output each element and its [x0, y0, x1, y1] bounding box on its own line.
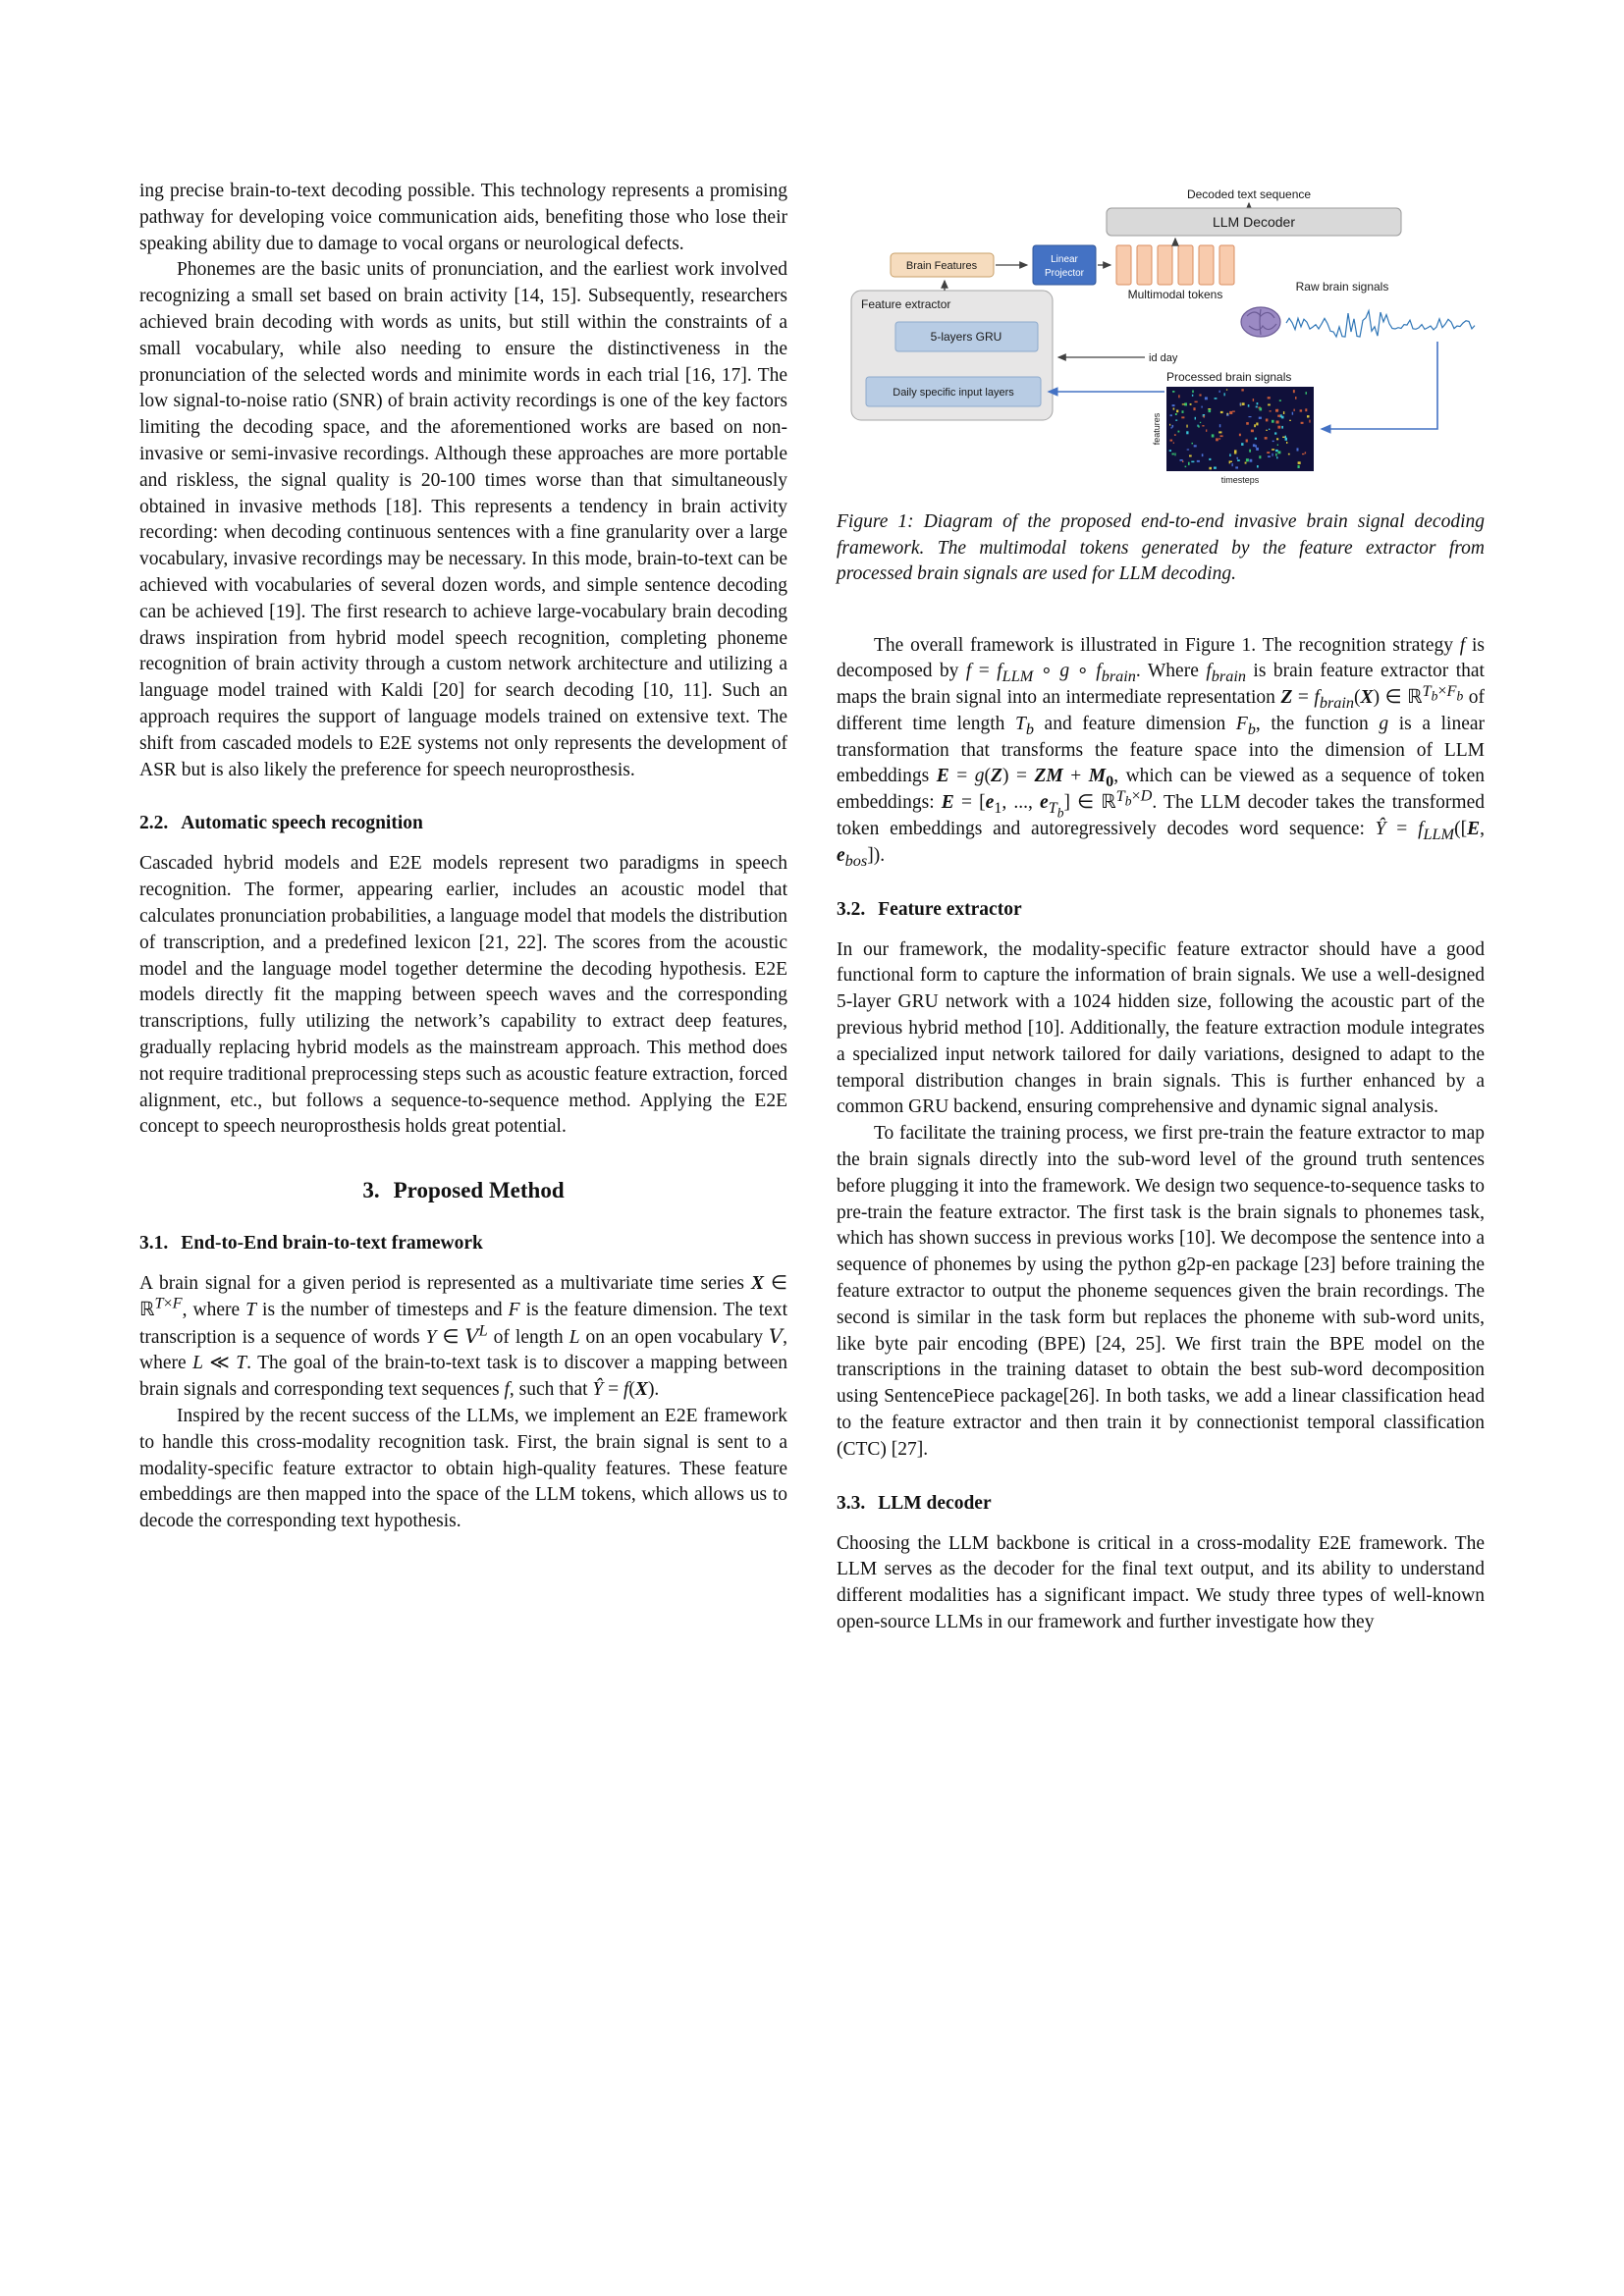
spectrogram [1166, 387, 1314, 471]
left-column [139, 179, 787, 1636]
section-3-2-heading [837, 899, 1485, 921]
paragraph-e2e-framework: Inspired by the recent success of the LLMs, we implement an E2E framework to handle this cross-modality recognition task. First, the brain signal is sent to a modality-specific feature extractor to obtain high-quality features. These feature embeddings are then mapped into the space of the LLM tokens, which allows us to decode the corresponding text hypothesis. [139, 1406, 787, 1532]
paragraph-llm-decoder: Choosing the LLM backbone is critical in a cross-modality E2E framework. The LLM serves as the decoder for the final text output, and its ability to understand different modalities has a significant impact. We study three types of well-known open-source LLMs in our framework and further investigate how they [837, 1532, 1485, 1632]
section-3-1-heading [139, 1233, 787, 1255]
linear-projector-box [1033, 245, 1096, 285]
section-number: 3.1. [139, 1233, 169, 1255]
gru-label: 5-layers GRU [930, 330, 1002, 344]
multimodal-tokens-label: Multimodal tokens [1127, 288, 1223, 301]
section-number: 3.2. [837, 898, 866, 920]
features-axis-label: features [1152, 412, 1162, 446]
id-day-label: id day [1149, 352, 1178, 364]
section-number: 2.2. [139, 813, 169, 834]
figure-caption-label: Figure 1: [837, 511, 914, 532]
section-number: 3. [362, 1178, 380, 1203]
section-2-2-heading [139, 813, 787, 834]
section-title: Automatic speech recognition [181, 813, 423, 834]
section-3-3-heading [837, 1493, 1485, 1515]
paragraph-pretraining: To facilitate the training process, we first pre-train the feature extractor to map the brain signals directly into the sub-word level of the ground truth sentences before plugging it into the framework. We design two sequence-to-sequence tasks to pre-train the feature extractor. The first task is the brain signals to phonemes task, which has shown success in previous works [10]. We decompose the sentence into a sequence of phonemes by using the python g2p-en package [23] before training the feature extractor to output the phoneme sequences given the brain recordings. The second is similar in the task form but replaces the phoneme with sub-word units, like byte pair encoding (BPE) [24, 25]. We first train the BPE model on the transcriptions in the training dataset to obtain the best sub-word decomposition using SentencePiece package[26]. In both tasks, we add a linear classification head to the feature extractor and then train it by connectionist temporal classification (CTC) [27]. [837, 1123, 1485, 1460]
paragraph-phonemes: Phonemes are the basic units of pronunciation, and the earliest work involved recognizing a small set based on brain activity [14, 15]. Subsequently, researchers achieved brain decoding with words as units, but still within the constraints of a small vocabulary, while also needing to ensure the distinctiveness in the pronunciation of the selected words and minimite words in each trial [16, 17]. The low signal-to-noise ratio (SNR) of brain activity recordings is one of the key factors limiting the decoding space, and the aforementioned works are based on non-invasive or semi-invasive recordings. Although these approaches are more portable and riskless, the signal quality is 20-100 times worse than that simultaneously obtained in invasive methods [18]. This represents a tendency in brain activity recording: when decoding continuous sentences with a fine granularity over a large vocabulary, invasive recordings may be necessary. In this mode, brain-to-text can be achieved with vocabularies of several dozen words, and simple sentence decoding can be achieved [19]. The first research to achieve large-vocabulary brain decoding draws inspiration from hybrid model speech recognition, completing phoneme recognition of brain activity through a custom network architecture and utilizing a language model trained with Kaldi [20] for search decoding [10, 11]. Such an approach requires the support of language models trained on extensive text. The shift from cascaded models to E2E systems not only represents the development of ASR but is also likely the preference for speech neuroprosthesis. [139, 259, 787, 780]
brain-icon [1241, 307, 1280, 337]
processed-signals-label: Processed brain signals [1166, 370, 1292, 384]
multimodal-tokens [1116, 245, 1234, 285]
feature-extractor-label: Feature extractor [861, 297, 951, 311]
figure-1 [837, 185, 1485, 588]
paragraph-brain-signal-definition: A brain signal for a given period is represented as a multivariate time series X ∈ ℝ$^{T\times F}$, where T is the number of timesteps and F is the feature dimension. The text transcription is a sequence of words Y ∈ $V^L$ of length L on an open vocabulary V, where L ≪ T. The goal of the brain-to-text task is to discover a mapping between brain signals and corresponding text sequences f, such that Ŷ = f(X). [139, 1273, 788, 1401]
section-title: LLM decoder [878, 1492, 992, 1514]
raw-to-processed-arrow [1322, 342, 1437, 429]
section-title: Feature extractor [878, 898, 1022, 920]
figure-caption [837, 509, 1485, 588]
linear-projector-label-line1: Linear [1051, 254, 1078, 265]
timesteps-axis-label: timesteps [1220, 475, 1260, 485]
brain-features-label: Brain Features [905, 260, 978, 272]
llm-decoder-label: LLM Decoder [1212, 214, 1296, 230]
section-3-heading [139, 1178, 787, 1203]
decoded-text-label: Decoded text sequence [1186, 187, 1312, 201]
page-body [139, 179, 1485, 1636]
paragraph-feature-extractor: In our framework, the modality-specific feature extractor should have a good functional form to capture the information of brain signals. We use a well-designed 5-layer GRU network with a 1024 hidden size, following the acoustic part of the previous hybrid method [10]. Additionally, the feature extraction module integrates a specialized input network tailored for daily variations, designed to adapt to the temporal distribution changes in brain signals. This is further enhanced by a common GRU backend, ensuring comprehensive and dynamic signal analysis. [837, 938, 1485, 1118]
figure-caption-text: Diagram of the proposed end-to-end invasive brain signal decoding framework. The multimodal tokens generated by the feature extractor from processed brain signals are used for LLM decoding. [837, 511, 1486, 584]
linear-projector-label-line2: Projector [1044, 268, 1085, 279]
raw-brain-signals-label: Raw brain signals [1295, 280, 1389, 294]
right-column [837, 179, 1485, 1636]
section-title: Proposed Method [393, 1178, 565, 1203]
daily-input-layers-label: Daily specific input layers [893, 387, 1014, 399]
paragraph-continuation: ing precise brain-to-text decoding possible. This technology represents a promising pathway for developing voice communication aids, benefiting those who lose their speaking ability due to damage to vocal organs or neurological defects. [139, 181, 787, 254]
figure-diagram [837, 185, 1485, 489]
paragraph-asr: Cascaded hybrid models and E2E models represent two paradigms in speech recognition. The former, appearing earlier, includes an acoustic model that calculates pronunciation probabilities, a language model that models the distribution of transcription, and a predefined lexicon [21, 22]. The scores from the acoustic model and the language model together determine the decoding hypothesis. E2E models directly fit the mapping between speech waves and the corresponding transcriptions, fully utilizing the network’s capability to extract deep features, gradually replacing hybrid models as the mainstream approach. This method does not require traditional preprocessing steps such as acoustic feature extraction, forced alignment, etc., but follows a sequence-to-sequence method. Applying the E2E concept to speech neuroprosthesis holds great potential. [139, 853, 787, 1138]
paragraph-framework-overview: The overall framework is illustrated in Figure 1. The recognition strategy f is decomposed by $f = f_{LLM}$ ∘ g ∘ $f_{brain}$. Where $f_{brain}$ is brain feature extractor that maps the brain signal into an intermediate representation $Z = f_{brain}(X)$ ∈ ℝ$^{T_b\times F_b}$ of different time length $T_b$ and feature dimension $F_b$, the function g is a linear transformation that transforms the feature space into the dimension of LLM embeddings E = g(Z) = ZM + $M_0$, which can be viewed as a sequence of token embeddings: $E = [e_1$, ..., $e_{T_b}$] ∈ ℝ$^{T_b\times D}$. The LLM decoder takes the transformed token embeddings and autoregressively decodes word sequence: Ŷ = $f_{LLM}([E$, $e_{bos}$]). [837, 634, 1486, 870]
section-title: End-to-End brain-to-text framework [181, 1233, 483, 1255]
section-number: 3.3. [837, 1492, 866, 1514]
raw-signal-waveform [1286, 311, 1475, 338]
